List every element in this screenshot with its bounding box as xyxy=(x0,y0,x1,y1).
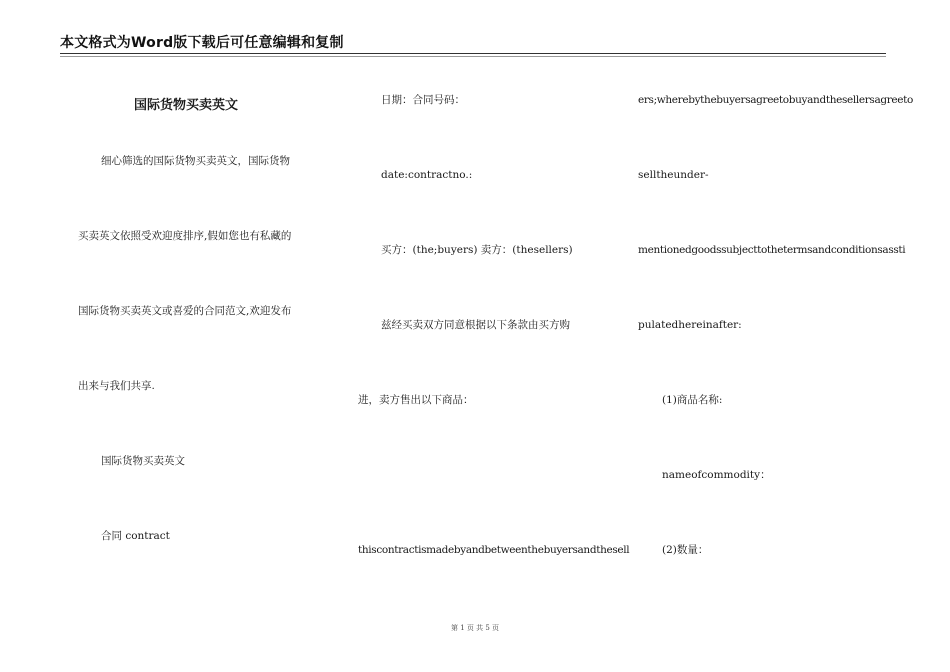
page-number: 第 1 页 共 5 页 xyxy=(450,624,500,632)
paragraph-line: 国际货物买卖英文 xyxy=(101,455,185,467)
paragraph-line: selltheunder- xyxy=(638,169,709,181)
document-title: 国际货物买卖英文 xyxy=(134,98,239,113)
paragraph-line: date:contractno.: xyxy=(381,169,473,181)
paragraph-line: ers;wherebythebuyersagreetobuyandthesellersagreeto xyxy=(638,94,913,106)
page-header xyxy=(60,35,886,54)
paragraph-line: 买方：(the;buyers) 卖方：(thesellers) xyxy=(381,244,573,256)
paragraph-line: 国际货物买卖英文或喜爱的合同范文,欢迎发布 xyxy=(78,305,292,317)
paragraph-line: 日期：合同号码： xyxy=(381,94,465,106)
paragraph-line: 兹经买卖双方同意根据以下条款由买方购 xyxy=(381,319,570,331)
paragraph-line: (1)商品名称: xyxy=(662,394,723,406)
header-title: 本文格式为Word版下载后可任意编辑和复制 xyxy=(60,35,344,51)
paragraph-line: 合同 contract xyxy=(101,530,170,542)
paragraph-line: nameofcommodity： xyxy=(662,469,771,481)
header-divider xyxy=(60,56,886,57)
paragraph-line: pulatedhereinafter: xyxy=(638,319,742,331)
paragraph-line: 细心筛选的国际货物买卖英文，国际货物 xyxy=(101,155,290,167)
paragraph-line: thiscontractismadebyandbetweenthebuyersandthesell xyxy=(358,544,630,556)
paragraph-line: 进，卖方售出以下商品： xyxy=(358,394,474,406)
paragraph-line: 出来与我们共享. xyxy=(78,380,155,392)
paragraph-line: 买卖英文依照受欢迎度排序,假如您也有私藏的 xyxy=(78,230,292,242)
paragraph-line: mentionedgoodssubjecttothetermsandconditionsassti xyxy=(638,244,906,256)
paragraph-line: (2)数量： xyxy=(662,544,709,556)
